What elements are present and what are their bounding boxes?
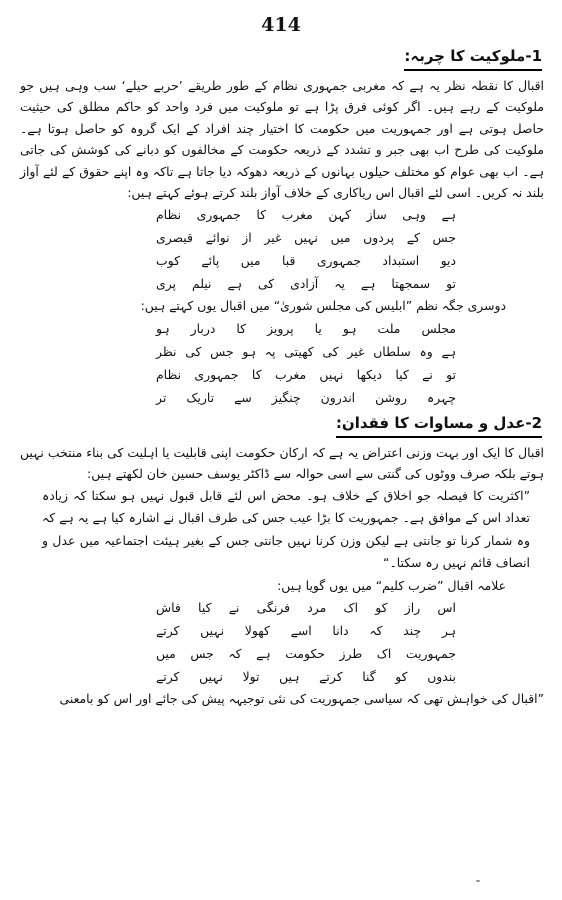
poem-3-line-4: بندوں کو گنا کرتے ہیں تولا نہیں کرتے bbox=[156, 669, 456, 685]
poem-2 bbox=[18, 317, 546, 409]
section-1 bbox=[18, 42, 546, 409]
section-2-quote: ”اکثریت کا فیصلہ جو اخلاق کے خلاف ہو۔ محض اس لئے قابل قبول نہیں ہو سکتا کہ زیادہ تعداد اس کے موافق ہے۔ جمہوریت کا بڑا عیب جس کی طرف اقبال نے اشارہ کیا ہے یہ ہے کہ وہ شمار کرنا تو جانتی ہے لیکن وزن کرنا نہیں جانتی جس کے بغیر ہیئت اجتماعیہ میں عدل و انصاف قائم نہیں رہ سکتا۔“ bbox=[42, 487, 530, 571]
section-2 bbox=[18, 409, 546, 710]
poem-2-line-1: مجلس ملت ہو یا پرویز کا دربار ہو bbox=[156, 320, 456, 336]
section-2-heading: 2-عدل و مساوات کا فقدان: bbox=[336, 411, 542, 438]
scan-speck bbox=[476, 880, 480, 882]
poem-3-line-3: جمہوریت اک طرز حکومت ہے کہ جس میں bbox=[156, 646, 456, 662]
poem-3-line-2: ہر چند کہ دانا اسے کھولا نہیں کرتے bbox=[156, 623, 456, 639]
poem-3-intro: علامہ اقبال ”ضرب کلیم“ میں یوں گویا ہیں: bbox=[277, 577, 506, 593]
section-1-paragraph: اقبال کا نقطہ نظر یہ ہے کہ مغربی جمہوری نظام کے طور طریقے ’حربے حیلے‘ سب وہی ہیں جو ملوکیت کے رہے ہیں۔ اگر کوئی فرق پڑا ہے تو ملوکیت میں فرد واحد کو حاکم مطلق کی حیثیت حاصل ہوتی ہے اور جمہوریت میں حکومت کا اختیار چند افراد کے ایک گروہ کو حاصل ہوتا ہے۔ ملوکیت کی طرح اب بھی جبر و تشدد کے ذریعہ حکومت کے مخالفوں کو دبانے کی کوشش کی جاتی ہے۔ اب بھی عوام کو مختلف حیلوں بہانوں کے ذریعہ دھوکہ دیا جاتا ہے تاکہ وہ اپنے حقوق کے لئے آواز بلند نہ کریں۔ اسی لئے اقبال اس ریاکاری کے خلاف آواز بلند کرتے ہوئے کہتے ہیں: bbox=[20, 78, 544, 201]
section-1-heading: 1-ملوکیت کا چربہ: bbox=[404, 44, 542, 71]
poem-2-intro: دوسری جگہ نظم ”ابلیس کی مجلس شوریٰ“ میں اقبال یوں کہتے ہیں: bbox=[140, 298, 506, 314]
section-2-paragraph: اقبال کا ایک اور بہت وزنی اعتراض یہ ہے کہ ارکان حکومت اپنی قابلیت یا اہلیت کی بناء منتخب نہیں ہوتے بلکہ صرف ووٹوں کی گنتی سے اسی حوالہ سے ڈاکٹر یوسف حسین خان لکھتے ہیں: bbox=[20, 444, 544, 482]
poem-3 bbox=[18, 596, 546, 688]
page-content bbox=[18, 42, 546, 709]
section-2-closing: ”اقبال کی خواہش تھی کہ سیاسی جمہوریت کی نئی توجیہہ پیش کی جائے اور اس کو بامعنی bbox=[59, 691, 544, 707]
poem-1-line-2: جس کے پردوں میں نہیں غیر از نوائے قیصری bbox=[156, 230, 456, 246]
poem-1-line-1: ہے وہی ساز کہن مغرب کا جمہوری نظام bbox=[156, 207, 456, 223]
poem-2-line-3: تو نے کیا دیکھا نہیں مغرب کا جمہوری نظام bbox=[156, 366, 456, 382]
page-number: 414 bbox=[261, 14, 301, 36]
poem-2-line-2: ہے وہ سلطاں غیر کی کھیتی پہ ہو جس کی نظر bbox=[156, 343, 456, 359]
poem-1-line-3: دیو استبداد جمہوری قبا میں پائے کوب bbox=[156, 253, 456, 269]
poem-2-line-4: چہرہ روشن اندرون چنگیز سے تاریک تر bbox=[156, 389, 456, 405]
poem-1-line-4: تو سمجھتا ہے یہ آزادی کی ہے نیلم پری bbox=[156, 276, 456, 292]
poem-1 bbox=[18, 203, 546, 295]
poem-3-line-1: اس راز کو اک مرد فرنگی نے کیا فاش bbox=[156, 600, 456, 616]
